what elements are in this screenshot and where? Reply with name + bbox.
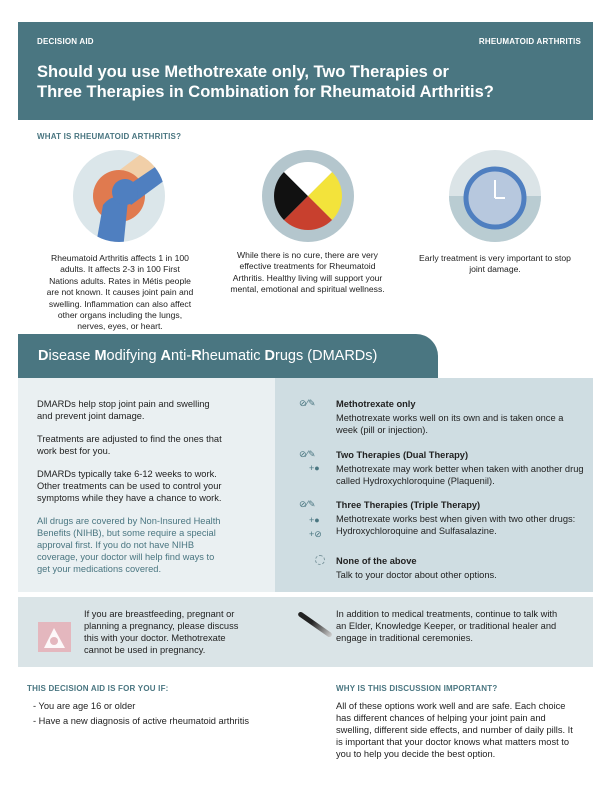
ra-facts-text: Rheumatoid Arthritis affects 1 in 100 adults. It affects 2-3 in 100 First Nations adults. Rates in Métis people are not known. It causes joint pain and swelling. Inflammation can also affect other organs including the lungs, nerves, eyes, or heart. <box>46 253 194 332</box>
page-title <box>37 62 557 102</box>
feather-icon <box>297 611 333 638</box>
clock-icon <box>449 150 541 242</box>
pill-injection-icon: ⊘⁄✎ <box>299 398 316 408</box>
why-text: All of these options work well and are safe. Each choice has different chances of helping your joint pain and swelling, different side effects, and number of daily pills. It is important that your doctor knows what matters most to you to help you decide the best option. <box>336 701 573 759</box>
dmards-paragraph: DMARDs typically take 6-12 weeks to work. Other treatments can be used to control your symptoms while they have a chance to work. <box>37 469 222 503</box>
option-title: Three Therapies (Triple Therapy) <box>336 500 481 510</box>
option-title: None of the above <box>336 556 417 566</box>
notes-box <box>18 597 593 667</box>
option-desc: Methotrexate may work better when taken with another drug called Hydroxychloroquine (Plaquenil). <box>336 464 584 486</box>
ultrasound-icon <box>38 622 71 652</box>
medicine-wheel-icon <box>262 150 354 242</box>
joint-icon <box>73 150 165 242</box>
treatment-options-panel <box>275 378 593 592</box>
option-desc: Methotrexate works well on its own and is taken once a week (pill or injection). <box>336 413 564 435</box>
dmards-paragraph: Treatments are adjusted to find the ones that work best for you. <box>37 434 222 456</box>
pill-injection-icon: ⊘⁄✎ <box>299 449 316 459</box>
title-line-1: Should you use Methotrexate only, Two Therapies or <box>37 63 449 81</box>
why-heading: WHY IS THIS DISCUSSION IMPORTANT? <box>336 684 498 693</box>
early-treatment-text: Early treatment is very important to stop joint damage. <box>419 253 571 275</box>
plus-pill-icon: +● <box>309 463 320 473</box>
option-title: Two Therapies (Dual Therapy) <box>336 450 469 460</box>
list-item: - Have a new diagnosis of active rheumatoid arthritis <box>33 716 249 726</box>
what-is-heading: WHAT IS RHEUMATOID ARTHRITIS? <box>37 132 182 141</box>
plus-two-pills-icon: +● +⊘ <box>309 515 322 539</box>
dmards-paragraph: DMARDs help stop joint pain and swelling and prevent joint damage. <box>37 399 210 421</box>
coverage-note: All drugs are covered by Non-Insured Health Benefits (NIHB), but some require a special approval first. If you do not have NIHB coverage, your doctor will help find ways to get your medications covered. <box>37 516 221 574</box>
no-cure-text: While there is no cure, there are very effective treatments for Rheumatoid Arthritis. Healthy living will support your mental, emotional and spiritual wellness. <box>230 250 385 295</box>
dmards-banner <box>18 334 438 378</box>
header-banner <box>18 22 593 120</box>
dmards-info-panel <box>18 378 275 592</box>
for-you-heading: THIS DECISION AID IS FOR YOU IF: <box>27 684 169 693</box>
for-you-list <box>33 699 249 729</box>
pregnancy-note: If you are breastfeeding, pregnant or planning a pregnancy, please discuss this with your doctor. Methotrexate cannot be used in pregnancy. <box>84 609 239 655</box>
option-title: Methotrexate only <box>336 399 416 409</box>
option-desc: Methotrexate works best when given with two other drugs: Hydroxychloroquine and Sulfasalazine. <box>336 514 576 536</box>
topic-label: RHEUMATOID ARTHRITIS <box>478 37 581 46</box>
decision-aid-label: DECISION AID <box>37 37 94 46</box>
list-item: - You are age 16 or older <box>33 701 136 711</box>
none-dashed-circle-icon <box>315 555 325 565</box>
pill-injection-icon: ⊘⁄✎ <box>299 499 316 509</box>
option-desc: Talk to your doctor about other options. <box>336 570 497 580</box>
dmards-title: Disease Modifying Anti-Rheumatic Drugs (DMARDs) <box>38 348 378 364</box>
traditional-note: In addition to medical treatments, continue to talk with an Elder, Knowledge Keeper, or traditional healer and engage in traditional ceremonies. <box>336 609 558 643</box>
title-line-2: Three Therapies in Combination for Rheumatoid Arthritis? <box>37 83 494 101</box>
